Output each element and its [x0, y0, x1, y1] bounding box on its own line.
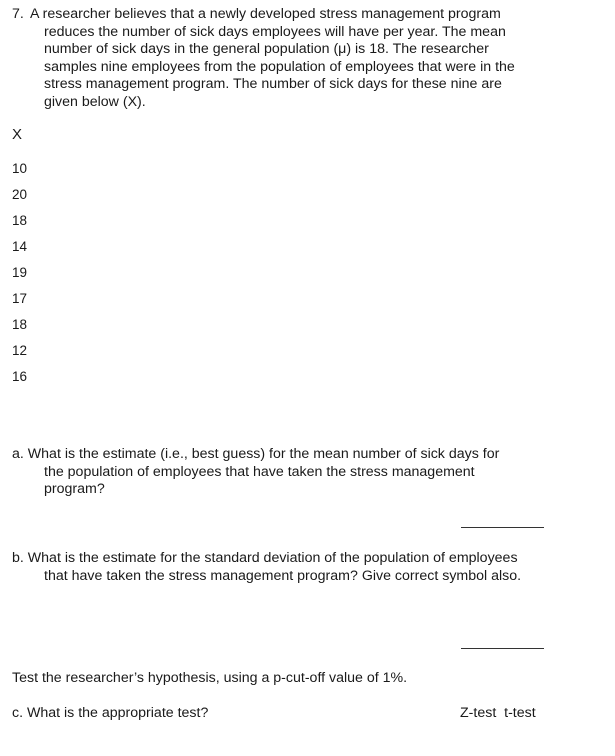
part-a-answer-line [461, 527, 544, 528]
question-7-line: A researcher believes that a newly developed stress management program [30, 6, 501, 22]
data-value: 18 [12, 213, 28, 228]
question-7-line: reduces the number of sick days employees will have per year. The mean [44, 23, 506, 40]
part-b-answer-line [461, 648, 544, 649]
question-7-line: number of sick days in the general population (μ) is 18. The researcher [44, 41, 489, 57]
part-b-line: b. What is the estimate for the standard deviation of the population of employees [12, 550, 518, 566]
data-value: 18 [12, 317, 28, 332]
part-a-question [12, 446, 607, 499]
question-number: 7. [12, 6, 24, 22]
part-a-line: program? [44, 481, 105, 497]
data-column-header: X [12, 126, 23, 143]
data-value: 14 [12, 239, 28, 254]
part-b-question [12, 550, 612, 585]
data-value: 19 [12, 265, 28, 280]
part-c-options: Z-test t-test [460, 705, 536, 721]
data-value: 17 [12, 291, 28, 306]
part-c-question: c. What is the appropriate test? [12, 705, 209, 721]
data-value: 20 [12, 187, 28, 202]
part-b-line: that have taken the stress management program? Give correct symbol also. [44, 567, 522, 584]
question-7-line: samples nine employees from the population of employees that were in the [44, 58, 515, 75]
question-7-line: stress management program. The number of sick days for these nine are [44, 76, 502, 92]
question-7-text [30, 6, 605, 111]
part-a-line: the population of employees that have taken the stress management [44, 463, 475, 480]
test-instruction: Test the researcher’s hypothesis, using a p-cut-off value of 1%. [12, 670, 408, 686]
data-value: 12 [12, 343, 28, 358]
data-value: 10 [12, 161, 28, 176]
data-value: 16 [12, 369, 28, 384]
question-7-line: given below (X). [44, 93, 146, 110]
part-a-line: a. What is the estimate (i.e., best guess) for the mean number of sick days for [12, 446, 500, 462]
